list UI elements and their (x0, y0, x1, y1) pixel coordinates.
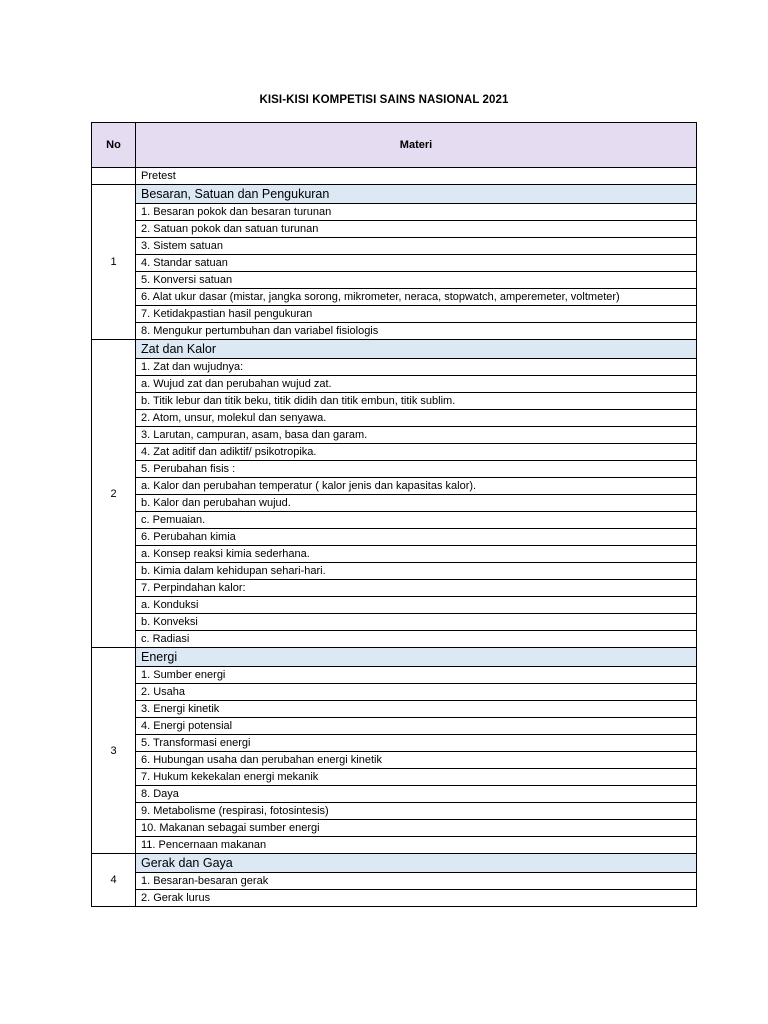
materi-item: b. Konveksi (136, 614, 697, 631)
table-row (92, 323, 697, 340)
table-row (92, 529, 697, 546)
table-row (92, 631, 697, 648)
materi-table (91, 122, 697, 907)
table-row (92, 614, 697, 631)
materi-item: 7. Perpindahan kalor: (136, 580, 697, 597)
section-heading: Gerak dan Gaya (136, 854, 697, 873)
table-row (92, 752, 697, 769)
table-row (92, 563, 697, 580)
materi-item: 5. Transformasi energi (136, 735, 697, 752)
table-row (92, 376, 697, 393)
materi-item: 5. Perubahan fisis : (136, 461, 697, 478)
table-row (92, 359, 697, 376)
materi-item: 7. Ketidakpastian hasil pengukuran (136, 306, 697, 323)
table-row (92, 255, 697, 272)
materi-item: 3. Sistem satuan (136, 238, 697, 255)
section-heading: Zat dan Kalor (136, 340, 697, 359)
table-row (92, 873, 697, 890)
table-row (92, 769, 697, 786)
table-row (92, 580, 697, 597)
table-row (92, 718, 697, 735)
materi-item: 4. Standar satuan (136, 255, 697, 272)
table-row (92, 890, 697, 907)
table-row (92, 512, 697, 529)
materi-item: 2. Usaha (136, 684, 697, 701)
table-body (92, 168, 697, 907)
materi-item: a. Konsep reaksi kimia sederhana. (136, 546, 697, 563)
table-row (92, 427, 697, 444)
materi-item: 3. Energi kinetik (136, 701, 697, 718)
document-title: KISI-KISI KOMPETISI SAINS NASIONAL 2021 (259, 94, 509, 106)
materi-item: 4. Energi potensial (136, 718, 697, 735)
table-header-row (92, 123, 697, 168)
materi-item: b. Titik lebur dan titik beku, titik didih dan titik embun, titik sublim. (136, 393, 697, 410)
materi-item: 4. Zat aditif dan adiktif/ psikotropika. (136, 444, 697, 461)
section-number: 4 (92, 854, 136, 907)
header-materi: Materi (136, 123, 697, 168)
table-row (92, 478, 697, 495)
table-row (92, 221, 697, 238)
section-heading-row (92, 185, 697, 204)
materi-item: c. Radiasi (136, 631, 697, 648)
section-heading: Besaran, Satuan dan Pengukuran (136, 185, 697, 204)
pretest-no-cell (92, 168, 136, 185)
table-row (92, 684, 697, 701)
materi-item: 8. Mengukur pertumbuhan dan variabel fisiologis (136, 323, 697, 340)
pretest-cell: Pretest (136, 168, 697, 185)
table-row (92, 495, 697, 512)
table-row (92, 306, 697, 323)
materi-item: 8. Daya (136, 786, 697, 803)
materi-item: 2. Gerak lurus (136, 890, 697, 907)
materi-item: 6. Hubungan usaha dan perubahan energi kinetik (136, 752, 697, 769)
header-no: No (92, 123, 136, 168)
table-row (92, 289, 697, 306)
table-row (92, 272, 697, 289)
section-number: 2 (92, 340, 136, 648)
materi-item: b. Kalor dan perubahan wujud. (136, 495, 697, 512)
materi-item: a. Konduksi (136, 597, 697, 614)
section-heading-row (92, 340, 697, 359)
table-row (92, 667, 697, 684)
materi-item: 7. Hukum kekekalan energi mekanik (136, 769, 697, 786)
table-row (92, 444, 697, 461)
materi-item: 3. Larutan, campuran, asam, basa dan garam. (136, 427, 697, 444)
materi-item: 11. Pencernaan makanan (136, 837, 697, 854)
materi-item: 6. Alat ukur dasar (mistar, jangka sorong, mikrometer, neraca, stopwatch, amperemeter, voltmeter) (136, 289, 697, 306)
materi-item: 9. Metabolisme (respirasi, fotosintesis) (136, 803, 697, 820)
table-row (92, 461, 697, 478)
materi-item: a. Wujud zat dan perubahan wujud zat. (136, 376, 697, 393)
table-row (92, 597, 697, 614)
materi-item: a. Kalor dan perubahan temperatur ( kalor jenis dan kapasitas kalor). (136, 478, 697, 495)
materi-item: 5. Konversi satuan (136, 272, 697, 289)
pretest-row (92, 168, 697, 185)
materi-item: 1. Sumber energi (136, 667, 697, 684)
materi-item: 1. Zat dan wujudnya: (136, 359, 697, 376)
section-number: 1 (92, 185, 136, 340)
materi-item: 10. Makanan sebagai sumber energi (136, 820, 697, 837)
table-row (92, 410, 697, 427)
table-row (92, 393, 697, 410)
section-heading-row (92, 854, 697, 873)
table-row (92, 701, 697, 718)
section-heading: Energi (136, 648, 697, 667)
table-row (92, 786, 697, 803)
table-row (92, 837, 697, 854)
materi-item: 1. Besaran pokok dan besaran turunan (136, 204, 697, 221)
materi-item: 2. Satuan pokok dan satuan turunan (136, 221, 697, 238)
table-row (92, 803, 697, 820)
materi-item: 1. Besaran-besaran gerak (136, 873, 697, 890)
materi-item: 2. Atom, unsur, molekul dan senyawa. (136, 410, 697, 427)
materi-item: b. Kimia dalam kehidupan sehari-hari. (136, 563, 697, 580)
section-number: 3 (92, 648, 136, 854)
table-row (92, 204, 697, 221)
table-row (92, 546, 697, 563)
section-heading-row (92, 648, 697, 667)
table-row (92, 735, 697, 752)
table-row (92, 238, 697, 255)
table-row (92, 820, 697, 837)
materi-item: c. Pemuaian. (136, 512, 697, 529)
materi-item: 6. Perubahan kimia (136, 529, 697, 546)
